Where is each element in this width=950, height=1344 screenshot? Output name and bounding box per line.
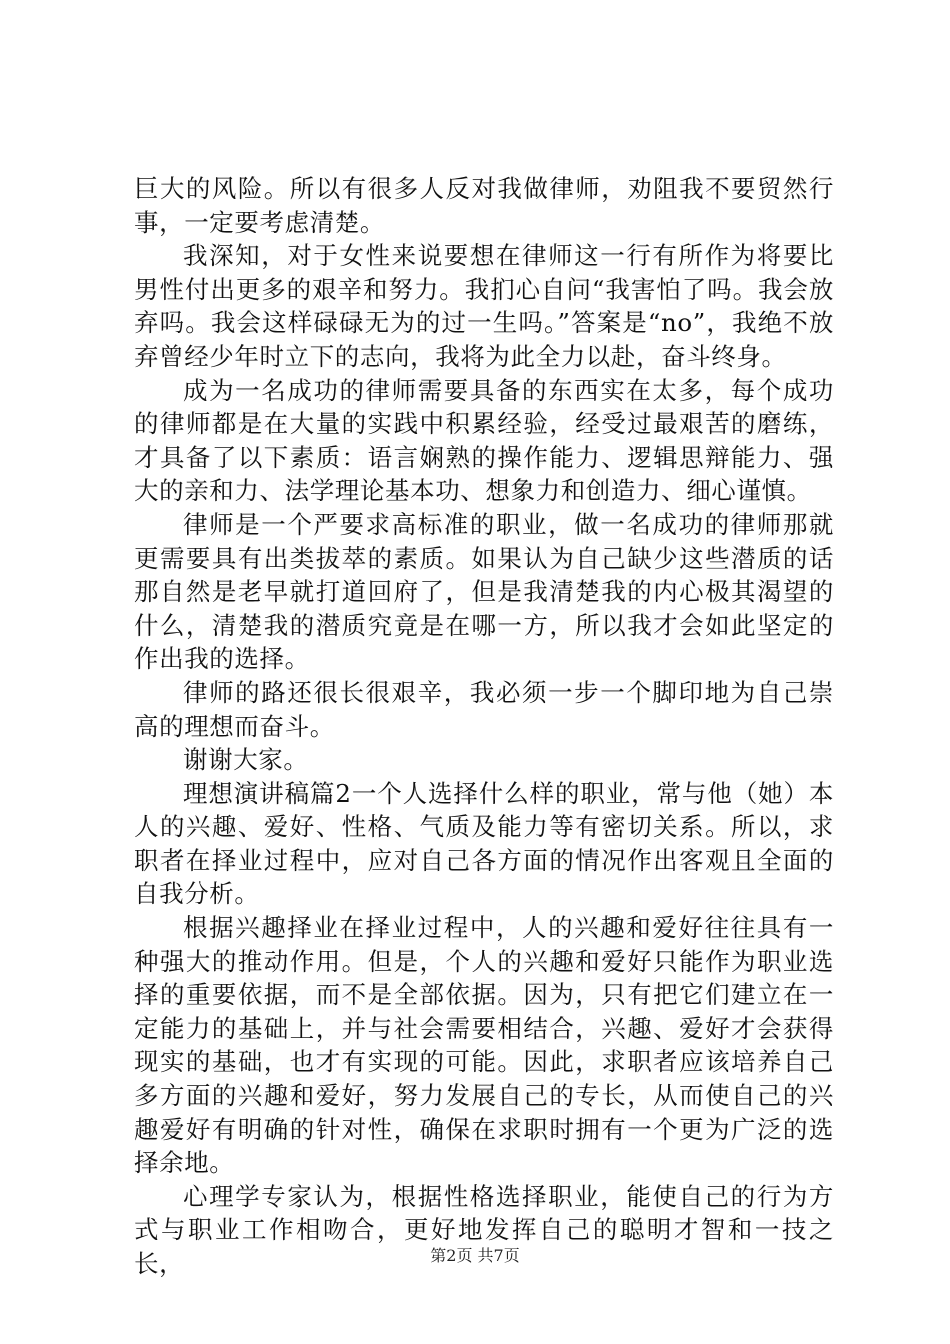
paragraph-2: 我深知，对于女性来说要想在律师这一行有所作为将要比男性付出更多的艰辛和努力。我扪心自问“我害怕了吗。我会放弃吗。我会这样碌碌无为的过一生吗。”答案是“no”，我绝不放弃曾经少年时立下的志向，我将为此全力以赴，奋斗终身。 <box>134 241 834 371</box>
paragraph-5: 律师的路还很长很艰辛，我必须一步一个脚印地为自己崇高的理想而奋斗。 <box>134 677 834 741</box>
paragraph-3: 成为一名成功的律师需要具备的东西实在太多，每个成功的律师都是在大量的实践中积累经验，经受过最艰苦的磨练，才具备了以下素质：语言娴熟的操作能力、逻辑思辩能力、强大的亲和力、法学理论基本功、想象力和创造力、细心谨慎。 <box>134 375 834 506</box>
paragraph-6: 谢谢大家。 <box>183 745 309 775</box>
page-number-footer: 第2页 共7页 <box>430 1246 520 1265</box>
paragraph-4: 律师是一个严要求高标准的职业，做一名成功的律师那就更需要具有出类拔萃的素质。如果认为自己缺少这些潜质的话那自然是老早就打道回府了，但是我清楚我的内心极其渴望的什么，清楚我的潜质究竟是在哪一方，所以我才会如此坚定的作出我的选择。 <box>134 509 834 674</box>
paragraph-1: 巨大的风险。所以有很多人反对我做律师，劝阻我不要贸然行事，一定要考虑清楚。 <box>134 174 834 237</box>
paragraph-8: 根据兴趣择业在择业过程中，人的兴趣和爱好往往具有一种强大的推动作用。但是，个人的兴趣和爱好只能作为职业选择的重要依据，而不是全部依据。因为，只有把它们建立在一定能力的基础上，并与社会需要相结合，兴趣、爱好才会获得现实的基础，也才有实现的可能。因此，求职者应该培养自己多方面的兴趣和爱好，努力发展自己的专长，从而使自己的兴趣爱好有明确的针对性，确保在求职时拥有一个更为广泛的选择余地。 <box>134 913 834 1178</box>
paragraph-7: 理想演讲稿篇2一个人选择什么样的职业，常与他（她）本人的兴趣、爱好、性格、气质及能力等有密切关系。所以，求职者在择业过程中，应对自己各方面的情况作出客观且全面的自我分析。 <box>134 778 834 909</box>
document-body <box>134 172 834 1281</box>
paragraph-9: 心理学专家认为，根据性格选择职业，能使自己的行为方式与职业工作相吻合，更好地发挥自己的聪明才智和一技之长， <box>134 1181 834 1278</box>
